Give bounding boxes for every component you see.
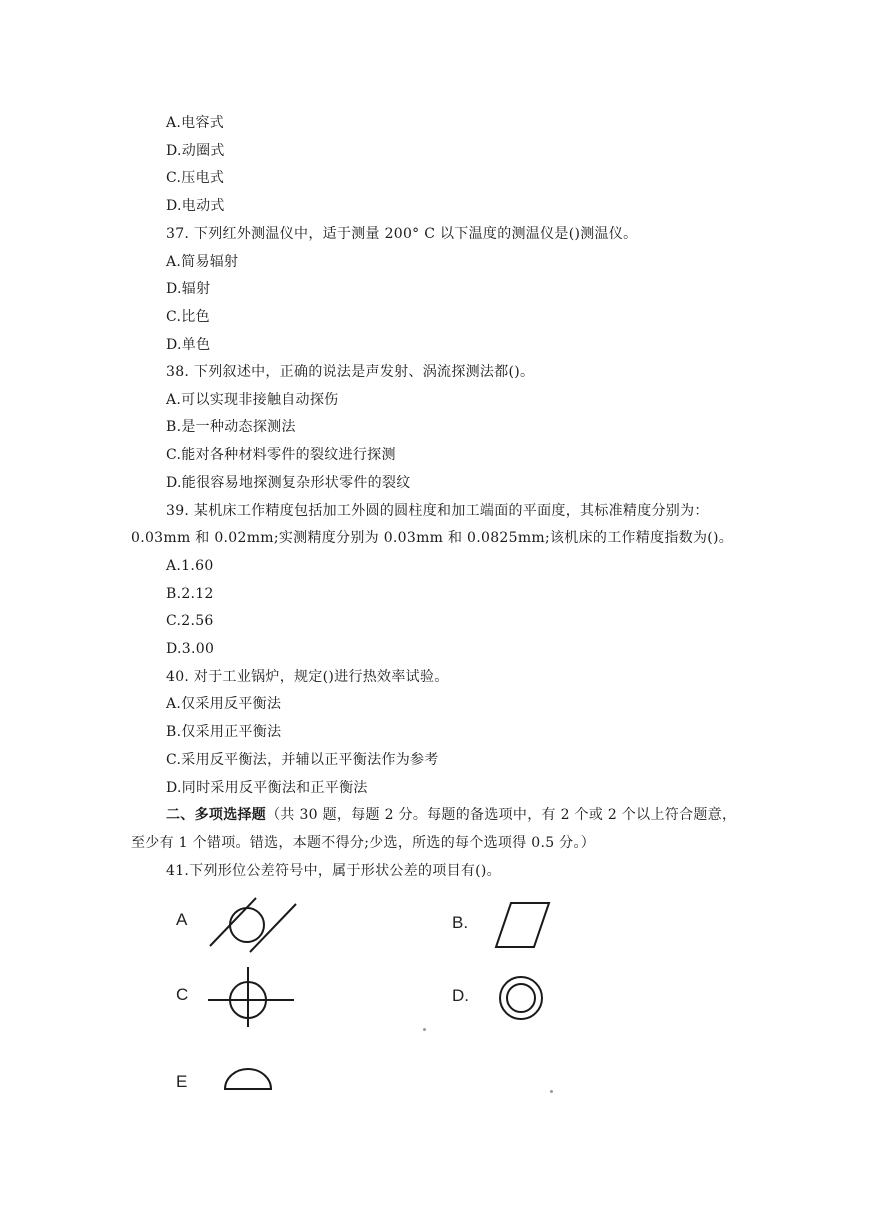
figure-label-c: C (176, 985, 189, 1004)
circle-with-crosshair-icon (206, 965, 296, 1029)
scan-speck (423, 1028, 426, 1031)
concentric-circles-icon (497, 974, 545, 1022)
section2-intro-text: （共 30 题，每题 2 分。每题的备选项中，有 2 个或 2 个以上符合题意， (266, 807, 737, 823)
q39-option-d: D.3.00 (166, 641, 215, 657)
q39-option-b: B.2.12 (166, 586, 214, 602)
q36-option-a: A.电容式 (166, 115, 225, 131)
q40-option-d: D.同时采用反平衡法和正平衡法 (166, 780, 368, 796)
q37-stem: 37. 下列红外测温仪中，适于测量 200° C 以下温度的测温仪是()测温仪。 (166, 226, 638, 242)
q39-stem-line1: 39. 某机床工作精度包括加工外圆的圆柱度和加工端面的平面度，其标准精度分别为： (166, 503, 709, 519)
q36-option-b: D.动圈式 (166, 143, 225, 159)
section2-intro-line2: 至少有 1 个错项。错选，本题不得分;少选，所选的每个选项得 0.5 分。） (131, 835, 596, 851)
q36-option-d: D.电动式 (166, 198, 225, 214)
q38-option-a: A.可以实现非接触自动探伤 (166, 392, 339, 408)
q39-option-a: A.1.60 (166, 558, 214, 574)
section2-intro-line1 (166, 805, 736, 825)
figure-label-d: D. (452, 986, 469, 1005)
q39-option-c: C.2.56 (166, 613, 214, 629)
q40-stem: 40. 对于工业锅炉，规定()进行热效率试验。 (166, 669, 449, 685)
q37-option-a: A.简易辐射 (166, 254, 239, 270)
figure-label-e: E (176, 1072, 188, 1091)
q38-option-d: D.能很容易地探测复杂形状零件的裂纹 (166, 475, 411, 491)
q40-option-b: B.仅采用正平衡法 (166, 724, 282, 740)
q38-option-b: B.是一种动态探测法 (166, 419, 296, 435)
semicircle-icon (222, 1067, 274, 1093)
q40-option-a: A.仅采用反平衡法 (166, 696, 282, 712)
q41-stem: 41.下列形位公差符号中，属于形状公差的项目有()。 (166, 863, 501, 879)
circle-with-diagonal-lines-icon (206, 896, 298, 954)
q37-option-d: D.单色 (166, 337, 211, 353)
q37-option-b: D.辐射 (166, 281, 211, 297)
figure-label-a: A (176, 910, 188, 929)
q38-stem: 38. 下列叙述中，正确的说法是声发射、涡流探测法都()。 (166, 364, 535, 380)
figure-label-b: B. (452, 913, 469, 932)
q38-option-c: C.能对各种材料零件的裂纹进行探测 (166, 447, 396, 463)
q37-option-c: C.比色 (166, 309, 210, 325)
section2-title: 二、多项选择题 (166, 807, 267, 823)
scan-speck (550, 1090, 553, 1093)
q39-stem-line2: 0.03mm 和 0.02mm;实测精度分别为 0.03mm 和 0.0825mm;该机床的工作精度指数为()。 (131, 530, 734, 546)
q36-option-c: C.压电式 (166, 170, 225, 186)
q40-option-c: C.采用反平衡法，并辅以正平衡法作为参考 (166, 752, 439, 768)
parallelogram-icon (494, 900, 552, 950)
